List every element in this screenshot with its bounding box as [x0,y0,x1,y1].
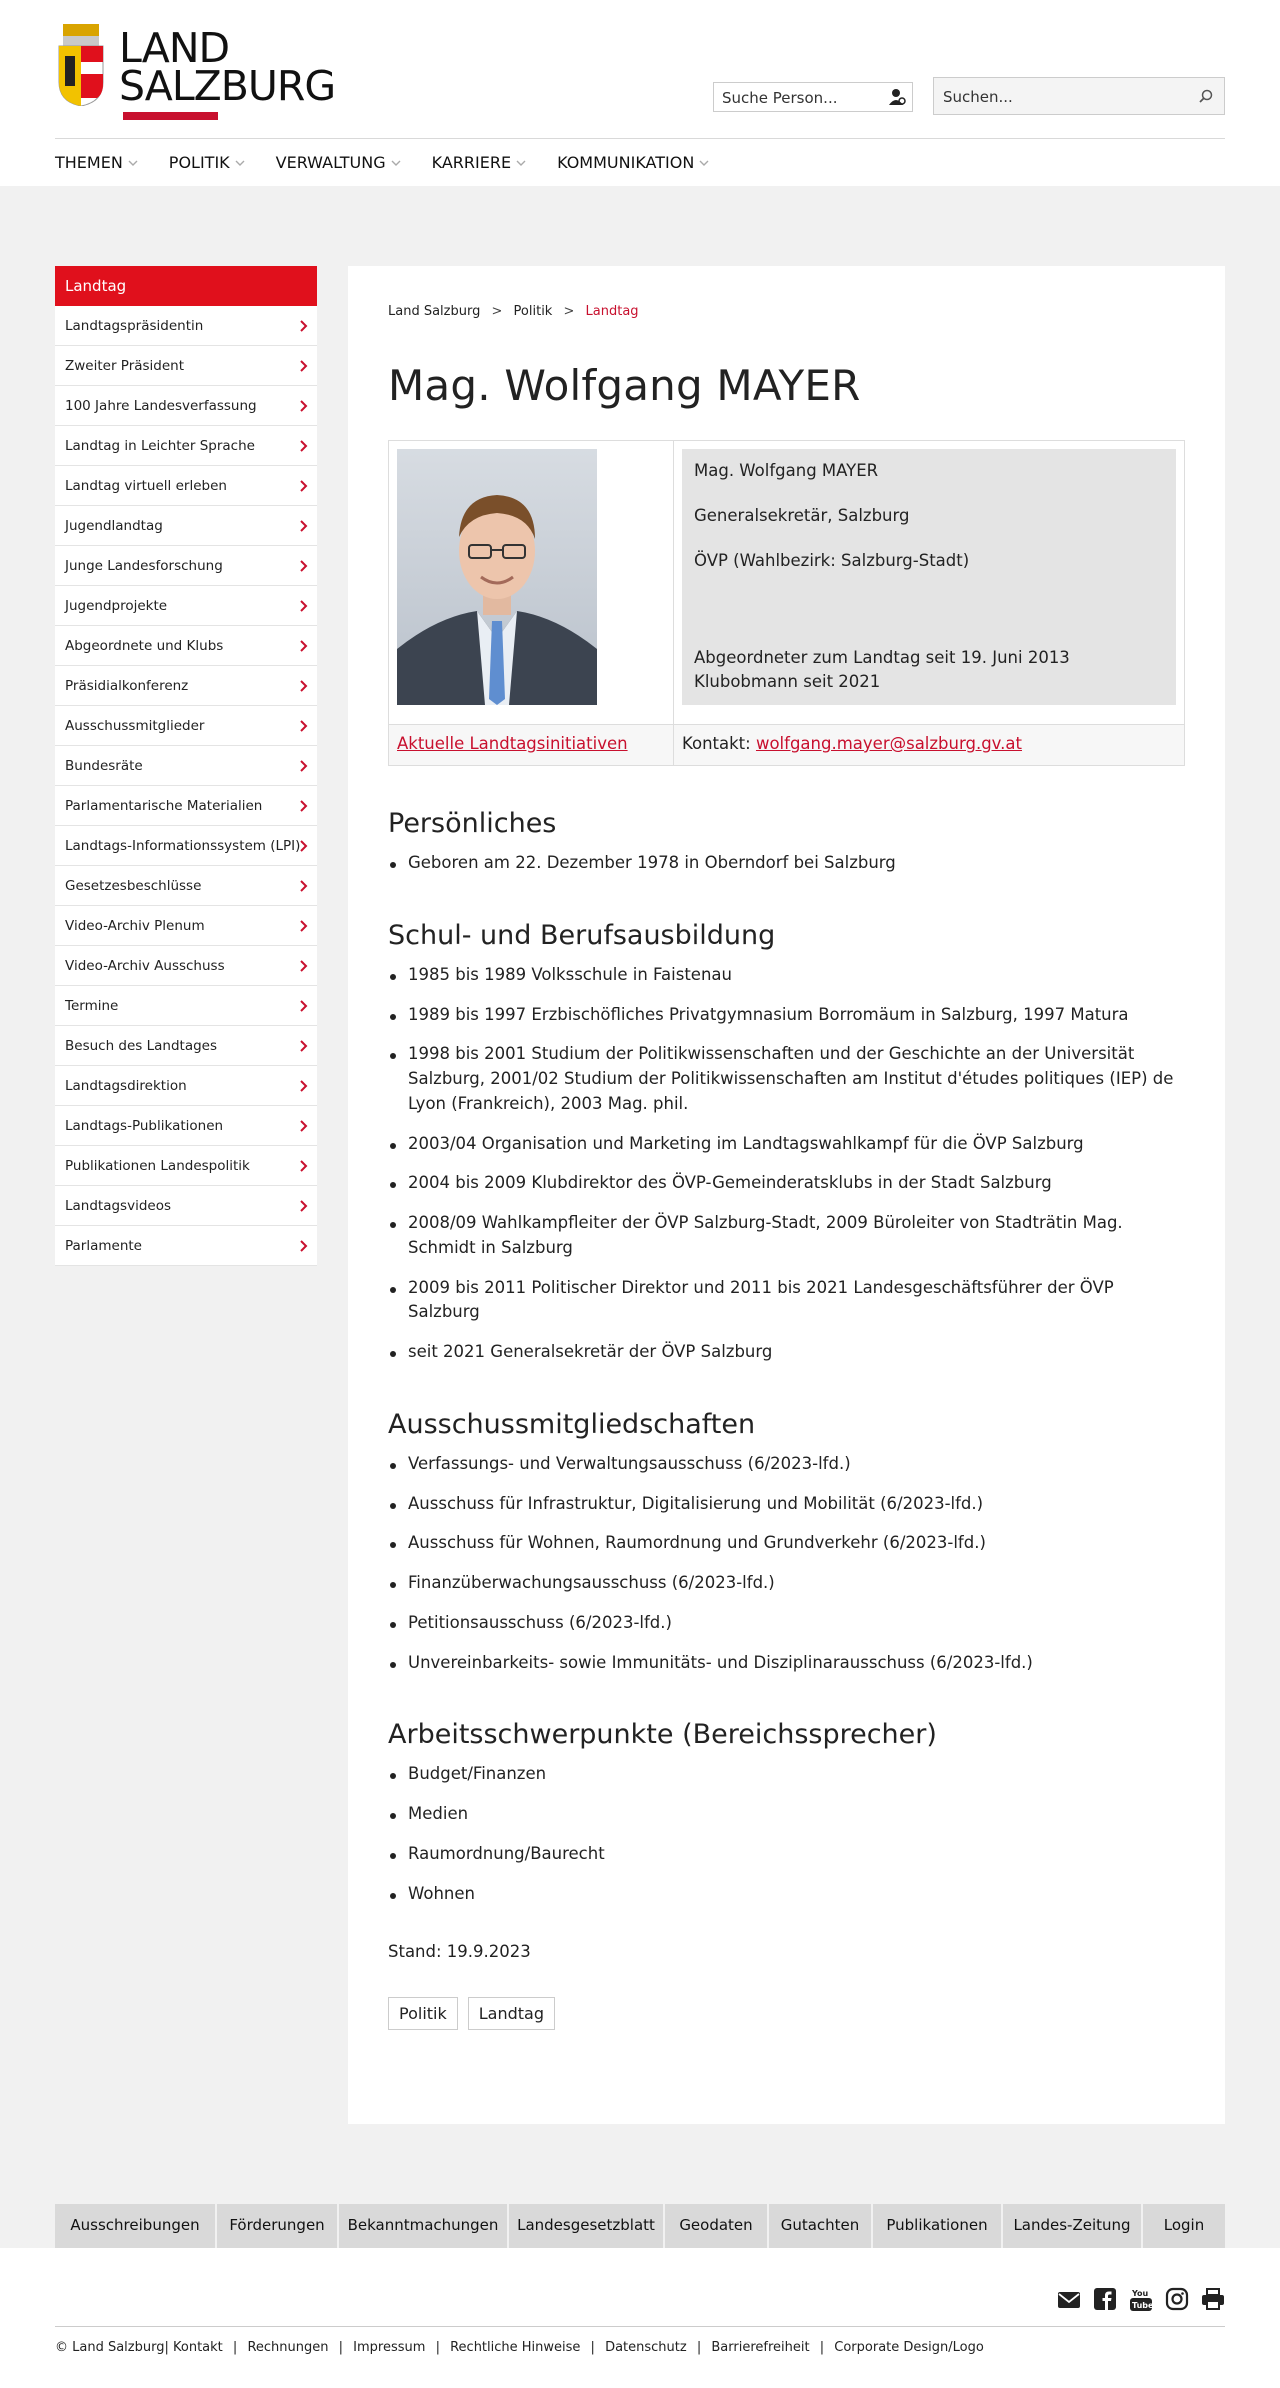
sidebar-item[interactable] [55,306,317,346]
chevron-right-icon [299,559,309,573]
chevron-down-icon [390,157,402,169]
chevron-right-icon [299,399,309,413]
nav-label: POLITIK [168,153,230,172]
chevron-right-icon [299,759,309,773]
contact-label: Kontakt: [682,734,751,753]
sidebar-item[interactable] [55,786,317,826]
sidebar-item-label: Bundesräte [65,758,143,774]
sidebar-item-label: Landtagsvideos [65,1198,171,1214]
footer-legal-links [55,2340,984,2355]
footer-separator: | [696,2340,702,2355]
chevron-right-icon [299,959,309,973]
sidebar-item[interactable] [55,1026,317,1066]
sidebar-item-label: Parlamentarische Materialien [65,798,263,814]
sidebar-item-label: Landtag virtuell erleben [65,478,227,494]
list-item: Petitionsausschuss (6/2023-lfd.) [388,1611,1185,1636]
footer-link-bekanntmachungen[interactable]: Bekanntmachungen [339,2204,509,2248]
contact-email-link[interactable]: wolfgang.mayer@salzburg.gv.at [755,734,1022,753]
copyright: © Land Salzburg| [55,2340,169,2355]
list-item: 2004 bis 2009 Klubdirektor des ÖVP-Gemeinderatsklubs in der Stadt Salzburg [388,1171,1185,1196]
chevron-right-icon [299,1199,309,1213]
sidebar-item[interactable] [55,626,317,666]
sidebar-item-label: Präsidialkonferenz [65,678,189,694]
footer-legal-rechtliche-hinweise[interactable]: Rechtliche Hinweise [450,2340,581,2355]
nav-themen[interactable] [55,153,139,172]
sidebar-item-label: Ausschussmitglieder [65,718,205,734]
chevron-down-icon [515,157,527,169]
list-item: seit 2021 Generalsekretär der ÖVP Salzburg [388,1340,1185,1365]
sidebar-item-label: Landtagsdirektion [65,1078,187,1094]
sidebar-item[interactable] [55,426,317,466]
footer-navigation [55,2204,1225,2248]
sidebar-item-label: Besuch des Landtages [65,1038,218,1054]
sidebar-item-label: Jugendlandtag [65,518,163,534]
site-footer [0,2248,1280,2388]
chevron-right-icon [299,519,309,533]
chevron-right-icon [299,439,309,453]
email-icon[interactable] [1057,2286,1081,2312]
footer-link-login[interactable]: Login [1143,2204,1225,2248]
facebook-icon[interactable] [1093,2286,1117,2312]
footer-link-publikationen[interactable]: Publikationen [873,2204,1003,2248]
footer-separator: | [590,2340,595,2355]
list-item: 2008/09 Wahlkampfleiter der ÖVP Salzburg-Stadt, 2009 Büroleiter von Stadträtin Mag. Schmidt in Salzburg [388,1211,1185,1261]
profile-card [388,440,1185,766]
social-links [1057,2286,1225,2312]
personal-list [388,851,1185,876]
search-icon[interactable] [1198,88,1214,104]
tag-landtag[interactable]: Landtag [468,1997,555,2030]
footer-legal-corporate-design[interactable]: Corporate Design/Logo [834,2340,984,2355]
nav-label: KOMMUNIKATION [557,153,695,172]
page-title: Mag. Wolfgang MAYER [388,361,861,410]
sidebar-item[interactable] [55,1106,317,1146]
person-search-icon[interactable] [888,88,906,106]
sidebar-item[interactable] [55,346,317,386]
sidebar-item-label: Video-Archiv Plenum [65,918,205,934]
sidebar-item[interactable] [55,506,317,546]
footer-separator: | [338,2340,344,2355]
list-item: 1985 bis 1989 Volksschule in Faistenau [388,963,1185,988]
last-updated: Stand: 19.9.2023 [388,1942,531,1962]
sidebar-item-label: Video-Archiv Ausschuss [65,958,225,974]
chevron-down-icon [127,157,139,169]
list-item: Ausschuss für Wohnen, Raumordnung und Grundverkehr (6/2023-lfd.) [388,1531,1185,1556]
nav-politik[interactable] [169,153,246,172]
instagram-icon[interactable] [1165,2286,1189,2312]
list-item: Finanzüberwachungsausschuss (6/2023-lfd.) [388,1571,1185,1596]
sidebar-item-label: Gesetzesbeschlüsse [65,878,202,894]
chevron-right-icon [299,599,309,613]
sidebar-item[interactable] [55,746,317,786]
tag-list [388,1997,1185,2030]
focus-list [388,1762,1185,1906]
chevron-right-icon [299,679,309,693]
profile-role: Generalsekretär, Salzburg [694,505,910,525]
sidebar-item[interactable] [55,1066,317,1106]
landtagsinitiativen-link[interactable]: Aktuelle Landtagsinitiativen [397,734,628,753]
tag-politik[interactable]: Politik [388,1997,458,2030]
chevron-right-icon [299,319,309,333]
list-item: 1998 bis 2001 Studium der Politikwissenschaften und der Geschichte an der Universität Salzburg, 2001/02 Studium der Politikwissenschaften am Institut d'études politiques (IEP) de Lyon (Frankreich), 2003 Mag. phil. [388,1042,1185,1116]
section-title-focus: Arbeitsschwerpunkte (Bereichssprecher) [388,1719,937,1751]
chevron-right-icon [299,1159,309,1173]
sidebar-item[interactable] [55,1146,317,1186]
chevron-down-icon [234,157,246,169]
sidebar-item-label: Termine [65,998,119,1014]
footer-separator: | [819,2340,825,2355]
site-header [0,0,1280,186]
sidebar-item-label: Landtags-Informationssystem (LPI) [65,838,301,854]
profile-since-landtag: Abgeordneter zum Landtag seit 19. Juni 2013 [694,647,1070,667]
sidebar-item-label: Jugendprojekte [65,598,168,614]
breadcrumb-separator: > [491,304,503,319]
chevron-right-icon [299,1119,309,1133]
nav-label: KARRIERE [431,153,512,172]
sidebar-item[interactable] [55,1226,317,1266]
footer-link-geodaten[interactable]: Geodaten [665,2204,769,2248]
sidebar-item[interactable] [55,586,317,626]
chevron-right-icon [299,799,309,813]
sidebar-item[interactable] [55,906,317,946]
nav-label: VERWALTUNG [275,153,386,172]
footer-link-foerderungen[interactable]: Förderungen [217,2204,339,2248]
sidebar-item[interactable] [55,666,317,706]
breadcrumb-current[interactable]: Landtag [585,304,639,319]
sidebar-item-label: Publikationen Landespolitik [65,1158,250,1174]
land-salzburg-logo[interactable] [55,22,335,122]
chevron-down-icon [698,157,710,169]
breadcrumb-politik[interactable]: Politik [513,304,553,319]
education-list [388,963,1185,1365]
list-item: Verfassungs- und Verwaltungsausschuss (6/2023-lfd.) [388,1452,1185,1477]
sidebar-item-label: Abgeordnete und Klubs [65,638,224,654]
breadcrumb-home[interactable]: Land Salzburg [388,304,481,319]
footer-link-landes-zeitung[interactable]: Landes-Zeitung [1003,2204,1143,2248]
sidebar-item-label: Landtag in Leichter Sprache [65,438,255,454]
footer-legal-impressum[interactable]: Impressum [353,2340,426,2355]
footer-separator: | [435,2340,440,2355]
list-item: Medien [388,1802,1185,1827]
footer-link-landesgesetzblatt[interactable]: Landesgesetzblatt [509,2204,665,2248]
section-title-personal: Persönliches [388,808,557,839]
photo-cell [389,441,674,724]
footer-link-gutachten[interactable]: Gutachten [769,2204,873,2248]
list-item: Wohnen [388,1882,1185,1907]
profile-party: ÖVP (Wahlbezirk: Salzburg-Stadt) [694,550,970,570]
sidebar-item[interactable] [55,866,317,906]
chevron-right-icon [299,479,309,493]
sidebar-item-label: Junge Landesforschung [65,558,223,574]
sidebar-item-label: Landtags-Publikationen [65,1118,224,1134]
youtube-icon[interactable] [1129,2286,1153,2312]
list-item: Ausschuss für Infrastruktur, Digitalisierung und Mobilität (6/2023-lfd.) [388,1492,1185,1517]
sidebar-item[interactable] [55,546,317,586]
person-search-placeholder: Suche Person... [722,89,838,107]
sidebar-item[interactable] [55,706,317,746]
site-search-placeholder: Suchen... [943,88,1013,106]
footer-legal-kontakt[interactable]: Kontakt [173,2340,223,2355]
svg-text:You: You [1132,2289,1149,2298]
list-item: 2009 bis 2011 Politischer Direktor und 2011 bis 2021 Landesgeschäftsführer der ÖVP Salzburg [388,1276,1185,1326]
breadcrumb [388,304,1185,319]
list-item: Geboren am 22. Dezember 1978 in Oberndorf bei Salzburg [388,851,1185,876]
nav-label: THEMEN [55,153,123,172]
print-icon[interactable] [1201,2286,1225,2312]
chevron-right-icon [299,639,309,653]
sidebar-item[interactable] [55,466,317,506]
crest-icon [57,24,105,106]
nav-karriere[interactable] [432,153,527,172]
svg-text:Tube: Tube [1132,2301,1153,2310]
chevron-right-icon [299,919,309,933]
sidebar-item[interactable] [55,946,317,986]
footer-legal-datenschutz[interactable]: Datenschutz [605,2340,687,2355]
profile-name: Mag. Wolfgang MAYER [694,461,879,480]
footer-legal-rechnungen[interactable]: Rechnungen [247,2340,329,2355]
footer-separator: | [232,2340,238,2355]
list-item: Budget/Finanzen [388,1762,1185,1787]
main-content [348,266,1225,2124]
profile-info-box [682,449,1176,705]
brand-line-2: SALZBURG [119,62,336,110]
list-item: Unvereinbarkeits- sowie Immunitäts- und Disziplinarausschuss (6/2023-lfd.) [388,1651,1185,1676]
chevron-right-icon [299,1039,309,1053]
brand-line-1: LAND [119,24,230,72]
profile-since-klubobmann: Klubobmann seit 2021 [694,672,881,692]
list-item: 2003/04 Organisation und Marketing im Landtagswahlkampf für die ÖVP Salzburg [388,1132,1185,1157]
sidebar-item[interactable] [55,1186,317,1226]
sidebar-item[interactable] [55,386,317,426]
footer-legal-barrierefreiheit[interactable]: Barrierefreiheit [711,2340,810,2355]
footer-link-ausschreibungen[interactable]: Ausschreibungen [55,2204,217,2248]
sidebar-item-label: 100 Jahre Landesverfassung [65,398,257,414]
sidebar-item-label: Parlamente [65,1238,142,1254]
breadcrumb-separator: > [563,304,575,319]
committees-list [388,1452,1185,1676]
sidebar-item-label: Landtagspräsidentin [65,318,204,334]
site-search-input[interactable] [933,77,1225,115]
sidebar-head[interactable]: Landtag [55,266,317,306]
brand-underline [123,112,218,120]
section-title-education: Schul- und Berufsausbildung [388,919,776,951]
person-search-input[interactable] [713,82,913,112]
sidebar-item-label: Zweiter Präsident [65,358,185,374]
nav-kommunikation[interactable] [557,153,710,172]
footer-divider [55,2326,1225,2327]
sidebar [55,266,317,1266]
section-title-committees: Ausschussmitgliedschaften [388,1408,756,1440]
chevron-right-icon [299,359,309,373]
chevron-right-icon [299,1079,309,1093]
portrait-photo [397,449,597,705]
chevron-right-icon [299,1239,309,1253]
list-item: Raumordnung/Baurecht [388,1842,1185,1867]
chevron-right-icon [299,879,309,893]
list-item: 1989 bis 1997 Erzbischöfliches Privatgymnasium Borromäum in Salzburg, 1997 Matura [388,1003,1185,1028]
sidebar-item[interactable] [55,986,317,1026]
main-navigation [55,138,1225,172]
chevron-right-icon [299,839,309,853]
chevron-right-icon [299,719,309,733]
chevron-right-icon [299,999,309,1013]
sidebar-item[interactable] [55,826,317,866]
nav-verwaltung[interactable] [276,153,402,172]
